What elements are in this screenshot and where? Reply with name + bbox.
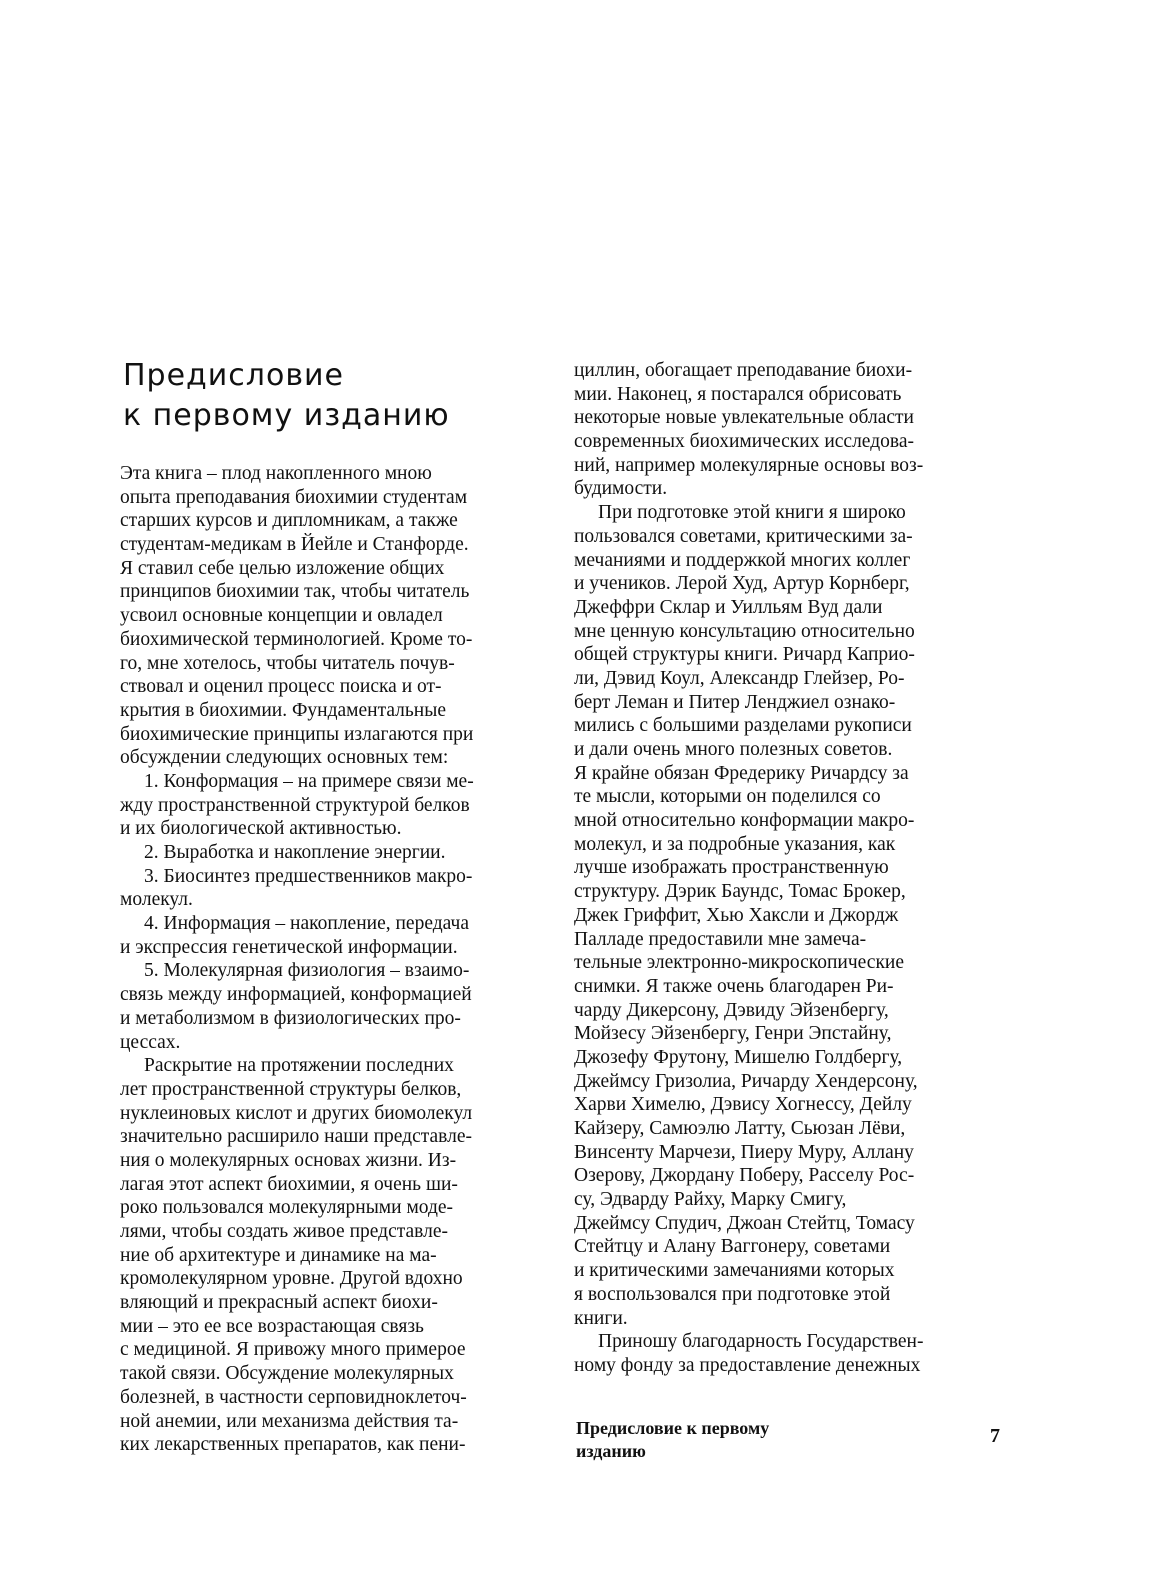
text-line: и их биологической активностью. [120, 818, 402, 840]
text-line: ной анемии, или механизма действия та- [120, 1410, 459, 1432]
list-item [120, 841, 550, 865]
text-line: с медициной. Я привожу много примерое [120, 1339, 466, 1361]
text-line: болезней, в частности серповидноклеточ- [120, 1386, 467, 1408]
text-line: старших курсов и дипломникам, а также [120, 510, 458, 532]
text-line: крытия в биохимии. Фундаментальные [120, 699, 446, 721]
text-line: усвоил основные концепции и овладел [120, 605, 443, 627]
text-line: связь между информацией, конформацией [120, 984, 472, 1006]
text-line: лет пространственной структуры белков, [120, 1078, 462, 1100]
list-item [120, 912, 550, 959]
page-title-line-1: Предисловие [123, 358, 344, 393]
text-line: 2. Выработка и накопление энергии. [144, 842, 446, 863]
text-line: Я крайне обязан Фредерику Ричардсу за [574, 762, 909, 784]
paragraph [574, 501, 1004, 1330]
text-line: су, Эдварду Райху, Марку Смигу, [574, 1189, 847, 1211]
text-line: мне ценную консультацию относительно [574, 620, 915, 642]
running-title [576, 1417, 896, 1463]
text-line: цессах. [120, 1031, 181, 1053]
text-line: современных биохимических исследова- [574, 431, 914, 453]
paragraph [120, 1054, 550, 1457]
text-line: 3. Биосинтез предшественников макро- [144, 865, 473, 887]
text-line: нуклеиновых кислот и других биомолекул [120, 1102, 473, 1124]
text-line: кромолекулярном уровне. Другой вдохно [120, 1268, 463, 1290]
text-line: чарду Дикерсону, Дэвиду Эйзенбергу, [574, 999, 889, 1021]
text-line: молекул, и за подробные указания, как [574, 833, 896, 855]
text-line: ний, например молекулярные основы воз- [574, 454, 924, 476]
text-line: жду пространственной структурой белков [120, 794, 470, 816]
text-line: принципов биохимии так, чтобы читатель [120, 581, 470, 603]
text-line: ному фонду за предоставление денежных [574, 1354, 921, 1376]
text-line: циллин, обогащает преподавание биохи- [574, 360, 913, 381]
text-line: ние об архитектуре и динамике на ма- [120, 1244, 437, 1266]
text-line: и дали очень много полезных советов. [574, 739, 893, 760]
text-line: мии. Наконец, я постарался обрисовать [574, 383, 902, 405]
text-line: Джек Гриффит, Хью Хаксли и Джордж [574, 904, 899, 926]
text-line: роко пользовался молекулярными моде- [120, 1197, 454, 1219]
paragraph [120, 462, 550, 770]
text-line: молекул. [120, 889, 193, 911]
text-line: Харви Химелю, Дэвису Хогнессу, Дейлу [574, 1094, 912, 1116]
text-line: я воспользовался при подготовке этой [574, 1283, 891, 1305]
text-line: Джеймсу Спудич, Джоан Стейтц, Томасу [574, 1212, 915, 1234]
page-title-line-2: к первому изданию [123, 398, 450, 433]
page-number: 7 [990, 1425, 1000, 1447]
text-line: тельные электронно-микроскопические [574, 952, 905, 974]
text-line: го, мне хотелось, чтобы читатель почув- [120, 652, 455, 674]
text-line: мечаниями и поддержкой многих коллег [574, 549, 911, 571]
text-line: Винсенту Марчези, Пиеру Муру, Аллану [574, 1141, 914, 1163]
text-line: лями, чтобы создать живое представле- [120, 1221, 448, 1242]
list-item [120, 959, 550, 1054]
text-line: ких лекарственных препаратов, как пени- [120, 1434, 466, 1456]
text-line: опыта преподавания биохимии студентам [120, 486, 468, 508]
text-line: и экспрессия генетической информации. [120, 936, 458, 958]
text-line: такой связи. Обсуждение молекулярных [120, 1363, 454, 1385]
list-item [120, 865, 550, 912]
right-text-column [574, 359, 1004, 1378]
text-line: 4. Информация – накопление, передача [144, 913, 469, 935]
text-line: те мысли, которыми он поделился со [574, 786, 881, 808]
text-line: структуру. Дэрик Баундс, Томас Брокер, [574, 881, 906, 903]
text-line: будимости. [574, 478, 668, 500]
left-text-column [120, 462, 550, 1457]
text-line: Мойзесу Эйзенбергу, Генри Эпстайну, [574, 1023, 892, 1045]
text-line: некоторые новые увлекательные области [574, 407, 914, 429]
text-line: лагая этот аспект биохимии, я очень ши- [120, 1173, 458, 1195]
text-line: Джеффри Склар и Уилльям Вуд дали [574, 596, 883, 618]
text-line: Озерову, Джордану Поберу, Расселу Рос- [574, 1165, 915, 1187]
running-title-line-1: Предисловие к первому [576, 1418, 770, 1438]
text-line: снимки. Я также очень благодарен Ри- [574, 975, 894, 997]
text-line: Я ставил себе целью изложение общих [120, 557, 445, 579]
text-line: Стейтцу и Алану Ваггонеру, советами [574, 1236, 891, 1258]
page-title [123, 356, 543, 436]
text-line: мной относительно конформации макро- [574, 810, 915, 832]
text-line: Эта книга – плод накопленного мною [120, 463, 432, 484]
text-line: биохимической терминологией. Кроме то- [120, 628, 473, 650]
text-line: и критическими замечаниями которых [574, 1260, 895, 1282]
text-line: Кайзеру, Самюэлю Латту, Сьюзан Лёви, [574, 1118, 906, 1139]
text-line: пользовался советами, критическими за- [574, 525, 913, 547]
text-line: и учеников. Лерой Худ, Артур Корнберг, [574, 573, 910, 595]
text-line: Раскрытие на протяжении последних [144, 1055, 454, 1077]
text-line: ствовал и оценил процесс поиска и от- [120, 676, 442, 698]
running-title-line-2: изданию [576, 1441, 646, 1461]
text-line: значительно расширило наши представле- [120, 1126, 472, 1148]
text-line: 5. Молекулярная физиология – взаимо- [144, 960, 470, 982]
list-item [120, 770, 550, 841]
paragraph [574, 1330, 1004, 1377]
text-line: лучше изображать пространственную [574, 857, 889, 879]
text-line: При подготовке этой книги я широко [598, 502, 906, 524]
text-line: мии – это ее все возрастающая связь [120, 1315, 424, 1337]
text-line: Палладе предоставили мне замеча- [574, 928, 867, 950]
text-line: вляющий и прекрасный аспект биохи- [120, 1292, 438, 1314]
text-line: Джеймсу Гризолиа, Ричарду Хендерсону, [574, 1070, 918, 1092]
text-line: берт Леман и Питер Ленджиел ознако- [574, 691, 896, 713]
text-line: Приношу благодарность Государствен- [598, 1331, 924, 1353]
text-line: студентам-медикам в Йейле и Станфорде. [120, 534, 469, 556]
text-line: ния о молекулярных основах жизни. Из- [120, 1149, 457, 1171]
text-line: общей структуры книги. Ричард Каприо- [574, 644, 915, 666]
text-line: обсуждении следующих основных тем: [120, 747, 449, 769]
text-line: и метаболизмом в физиологических про- [120, 1007, 461, 1029]
text-line: книги. [574, 1307, 628, 1329]
paragraph [574, 359, 1004, 501]
text-line: 1. Конформация – на примере связи ме- [144, 770, 474, 792]
text-line: биохимические принципы излагаются при [120, 723, 474, 745]
text-line: Джозефу Фрутону, Мишелю Голдбергу, [574, 1046, 903, 1068]
text-line: ли, Дэвид Коул, Александр Глейзер, Ро- [574, 667, 905, 689]
text-line: мились с большими разделами рукописи [574, 715, 912, 737]
